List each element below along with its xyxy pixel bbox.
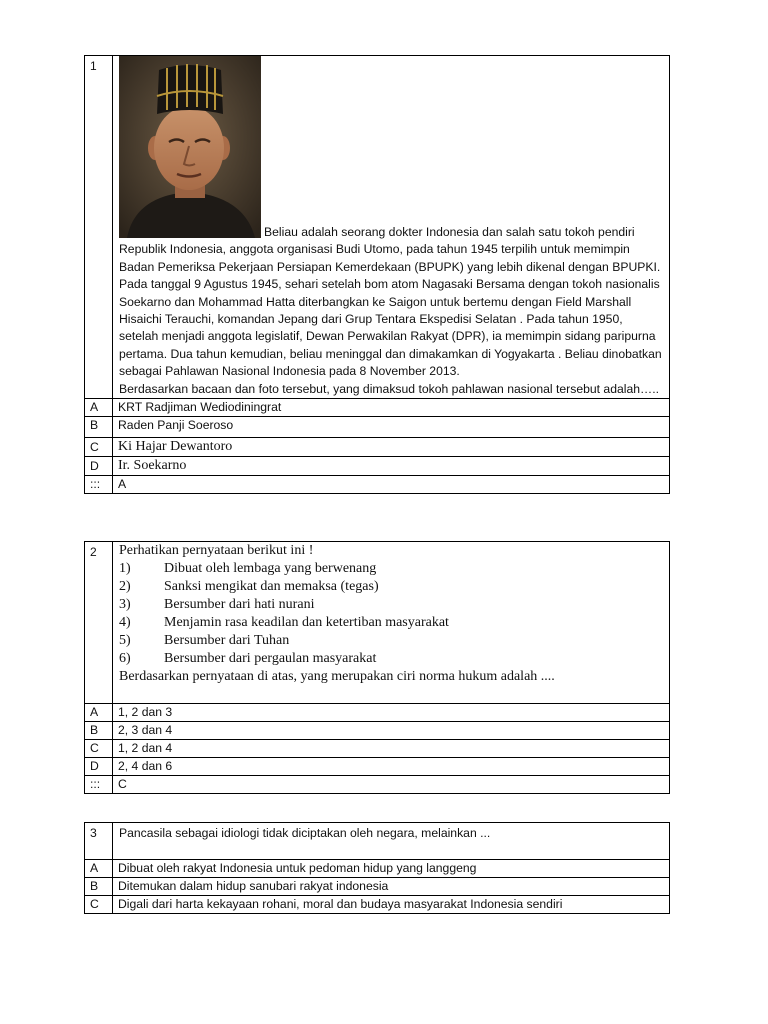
- question-1-table: [84, 55, 670, 494]
- option-letter: C: [85, 740, 113, 758]
- statement-item: 2) Sanksi mengikat dan memaksa (tegas): [119, 579, 379, 594]
- option-letter: B: [85, 878, 113, 896]
- question-prompt: Pancasila sebagai idiologi tidak diciptakan oleh negara, melainkan ...: [113, 823, 670, 860]
- question-2-table: [84, 541, 670, 794]
- answer-marker: :::: [85, 776, 113, 794]
- option-text: 1, 2 dan 3: [113, 704, 670, 722]
- option-row[interactable]: [85, 740, 670, 758]
- question-1-body: [113, 56, 670, 399]
- question-prompt: Berdasarkan pernyataan di atas, yang merupakan ciri norma hukum adalah ....: [119, 669, 555, 684]
- option-row[interactable]: [85, 438, 670, 457]
- statement-item: 3) Bersumber dari hati nurani: [119, 597, 315, 612]
- statement-list: [119, 560, 664, 668]
- option-letter: A: [85, 860, 113, 878]
- option-text: Digali dari harta kekayaan rohani, moral dan budaya masyarakat Indonesia sendiri: [113, 896, 670, 914]
- option-row[interactable]: [85, 704, 670, 722]
- statement-item: 6) Bersumber dari pergaulan masyarakat: [119, 651, 377, 666]
- option-letter: D: [85, 457, 113, 476]
- answer-marker: :::: [85, 476, 113, 494]
- statement-item: 4) Menjamin rasa keadilan dan ketertiban masyarakat: [119, 615, 449, 630]
- option-text: 2, 3 dan 4: [113, 722, 670, 740]
- statement-item: 5) Bersumber dari Tuhan: [119, 633, 290, 648]
- question-number: 2: [85, 542, 113, 704]
- option-letter: C: [85, 896, 113, 914]
- answer-row: [85, 476, 670, 494]
- portrait-image: [119, 56, 261, 238]
- option-row[interactable]: [85, 457, 670, 476]
- option-text: 2, 4 dan 6: [113, 758, 670, 776]
- option-letter: A: [85, 399, 113, 417]
- option-text: Dibuat oleh rakyat Indonesia untuk pedoman hidup yang langgeng: [113, 860, 670, 878]
- question-number: 3: [85, 823, 113, 860]
- option-text: Ditemukan dalam hidup sanubari rakyat indonesia: [113, 878, 670, 896]
- option-text: KRT Radjiman Wediodiningrat: [113, 399, 670, 417]
- option-letter: A: [85, 704, 113, 722]
- option-row[interactable]: [85, 722, 670, 740]
- option-row[interactable]: [85, 878, 670, 896]
- option-row[interactable]: [85, 860, 670, 878]
- statement-item: 1) Dibuat oleh lembaga yang berwenang: [119, 561, 377, 576]
- option-text: Raden Panji Soeroso: [113, 417, 670, 438]
- question-number: 1: [85, 56, 113, 399]
- option-letter: C: [85, 438, 113, 457]
- answer-key: A: [113, 476, 670, 494]
- option-row[interactable]: [85, 417, 670, 438]
- answer-row: [85, 776, 670, 794]
- option-row[interactable]: [85, 758, 670, 776]
- option-row[interactable]: [85, 896, 670, 914]
- option-letter: B: [85, 417, 113, 438]
- question-3-table: [84, 822, 670, 914]
- question-prompt: Berdasarkan bacaan dan foto tersebut, yang dimaksud tokoh pahlawan nasional tersebut adalah…..: [119, 381, 659, 396]
- option-text: Ir. Soekarno: [113, 457, 670, 476]
- question-intro: Perhatikan pernyataan berikut ini !: [119, 543, 314, 558]
- option-letter: D: [85, 758, 113, 776]
- option-row[interactable]: [85, 399, 670, 417]
- option-text: 1, 2 dan 4: [113, 740, 670, 758]
- answer-key: C: [113, 776, 670, 794]
- option-letter: B: [85, 722, 113, 740]
- question-passage: Beliau adalah seorang dokter Indonesia dan salah satu tokoh pendiri Republik Indonesia, anggota organisasi Budi Utomo, pada tahun 1945 terpilih untuk memimpin Badan Pemeriksa Pekerjaan Persiapan Kemerdekaan (BPUPK) yang lebih dikenal dengan BPUPKI. Pada tanggal 9 Agustus 1945, sehari setelah bom atom Nagasaki Bersama dengan tokoh nasionalis Soekarno dan Mohammad Hatta diterbangkan ke Saigon untuk bertemu dengan Field Marshall Hisaichi Terauchi, komandan Jepang dari Grup Tentara Ekspedisi Selatan . Pada tahun 1950, setelah menjadi anggota legislatif, Dewan Perwakilan Rakyat (DPR), ia memimpin sidang paripurna pertama. Dua tahun kemudian, beliau meninggal dan dimakamkan di Yogyakarta . Beliau dinobatkan sebagai Pahlawan Nasional Indonesia pada 8 November 2013.: [119, 225, 662, 379]
- question-2-body: [113, 542, 670, 704]
- option-text: Ki Hajar Dewantoro: [113, 438, 670, 457]
